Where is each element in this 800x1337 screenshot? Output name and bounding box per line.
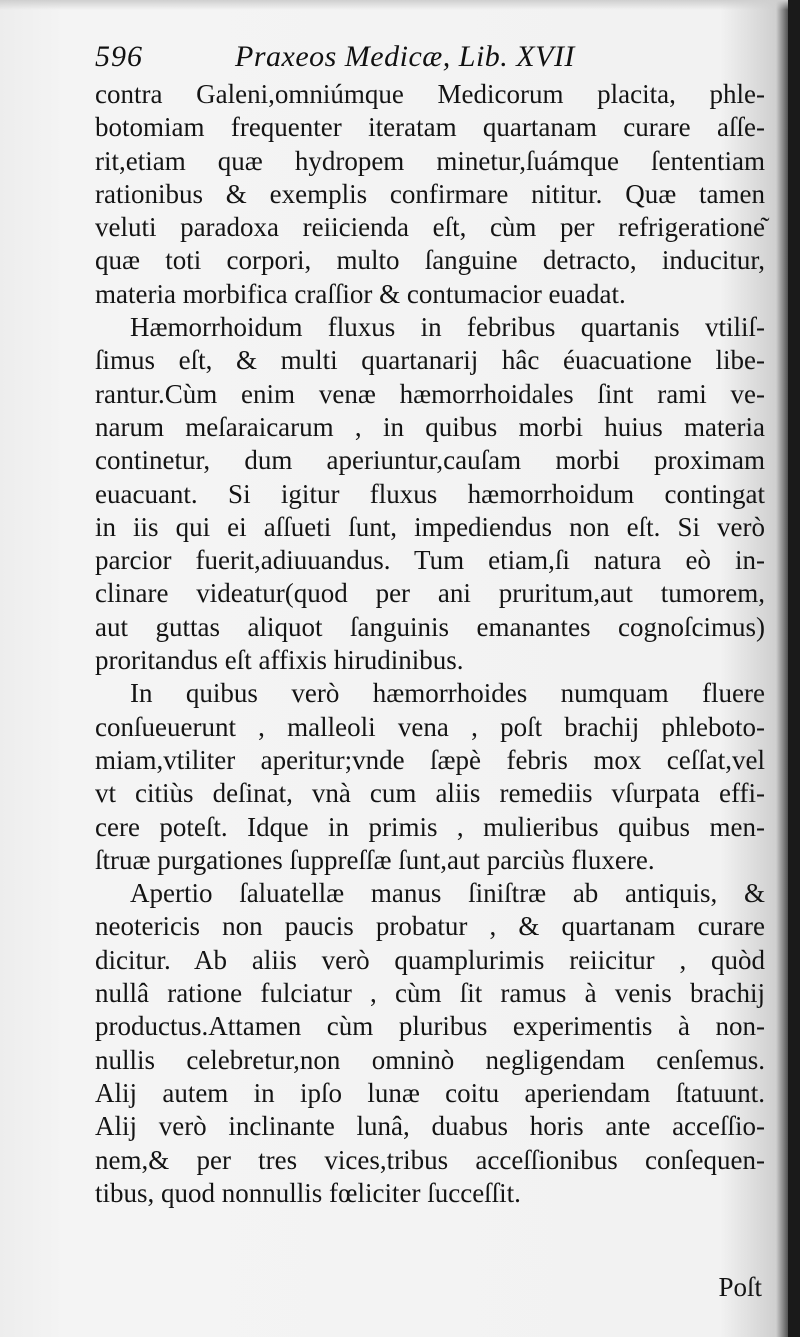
running-title: Praxeos Medicæ, Lib. XVII [235, 40, 575, 73]
text-line: narum meſaraicarum , in quibus morbi huius materia [95, 411, 765, 442]
text-line: productus.Attamen cùm pluribus experimentis à non- [95, 1011, 765, 1042]
text-line: nem,& per tres vices,tribus acceſſionibus conſequen- [95, 1144, 765, 1175]
text-line: veluti paradoxa reiicienda eſt, cùm per refrigeratione͂ [95, 212, 765, 243]
catchword: Poſt [718, 1272, 762, 1302]
running-head [95, 40, 695, 80]
text-line: contra Galeni,omniúmque Medicorum placita, phle- [95, 79, 765, 109]
text-line: rationibus & exemplis confirmare nititur. Quæ tamen [95, 178, 765, 209]
paragraph [95, 677, 765, 877]
text-line: vt citiùs deſinat, vnà cum aliis remediis vſurpata effi- [95, 778, 765, 809]
paragraph [95, 78, 765, 311]
page-number: 596 [95, 40, 143, 73]
text-line: ſtruæ purgationes ſuppreſſæ ſunt,aut parciùs fluxere. [95, 844, 655, 875]
text-line: nullis celebretur,non omninò negligendam cenſemus. [95, 1044, 765, 1075]
text-line: cere poteſt. Idque in primis , mulieribus quibus men- [95, 811, 765, 842]
text-line: quæ toti corpori, multo ſanguine detracto, inducitur, [95, 245, 765, 276]
binding-edge [788, 0, 800, 1337]
text-line: botomiam frequenter iteratam quartanam curare aſſe- [95, 112, 765, 143]
paragraph [95, 311, 765, 677]
text-line: euacuant. Si igitur fluxus hæmorrhoidum contingat [95, 478, 765, 509]
paragraph [95, 877, 765, 1210]
text-line: neotericis non paucis probatur , & quartanam curare [95, 911, 765, 942]
text-line: clinare videatur(quod per ani pruritum,aut tumorem, [95, 578, 765, 609]
text-line: dicitur. Ab aliis verò quamplurimis reiicitur , quòd [95, 944, 765, 975]
page-top-shadow [0, 0, 800, 10]
text-line: aut guttas aliquot ſanguinis emanantes cognoſcimus) [95, 611, 765, 642]
text-line: nullâ ratione fulciatur , cùm ſit ramus à venis brachij [95, 978, 765, 1009]
text-line: Alij verò inclinante lunâ, duabus horis ante acceſſio- [95, 1111, 765, 1142]
text-line: proritandus eſt affixis hirudinibus. [95, 645, 464, 676]
text-line: conſueuerunt , malleoli vena , poſt brachij phleboto- [95, 711, 765, 742]
body-text [95, 78, 765, 1210]
text-line: rit,etiam quæ hydropem minetur,ſuámque ſententiam [95, 145, 765, 176]
text-line: continetur, dum aperiuntur,cauſam morbi proximam [95, 445, 765, 476]
text-line: tibus, quod nonnullis fœliciter ſucceſſit. [95, 1177, 521, 1208]
text-line: In quibus verò hæmorrhoides numquam fluere [130, 678, 765, 709]
text-line: ſimus eſt, & multi quartanarij hâc éuacuatione libe- [95, 345, 765, 376]
text-line: miam,vtiliter aperitur;vnde ſæpè febris mox ceſſat,vel [95, 744, 765, 775]
text-line: Alij autem in ipſo lunæ coitu aperiendam ſtatuunt. [95, 1077, 765, 1108]
text-line: Apertio ſaluatellæ manus ſiniſtræ ab antiquis, & [130, 878, 765, 909]
text-line: materia morbifica craſſior & contumacior euadat. [95, 278, 626, 309]
text-line: parcior fuerit,adiuuandus. Tum etiam,ſi natura eò in- [95, 545, 765, 576]
text-line: in iis qui ei aſſueti ſunt, impediendus non eſt. Si verò [95, 511, 765, 542]
text-line: rantur.Cùm enim venæ hæmorrhoidales ſint rami ve- [95, 378, 765, 409]
text-line: Hæmorrhoidum fluxus in febribus quartanis vtiliſ- [130, 312, 765, 343]
